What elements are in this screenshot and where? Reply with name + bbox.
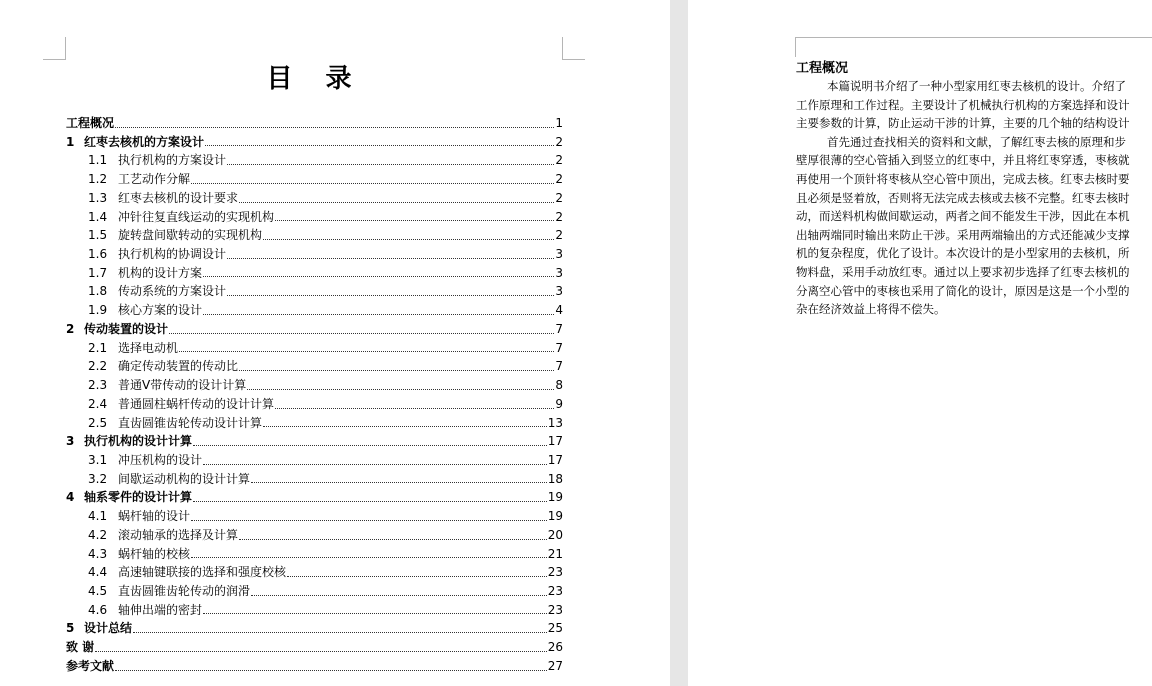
- toc-entry-text: 执行机构的协调设计: [118, 247, 227, 262]
- toc-entry-page: 9: [555, 396, 563, 411]
- toc-entry-number: 1.5: [88, 228, 108, 243]
- toc-entry-page: 2: [555, 153, 563, 168]
- toc-entry[interactable]: [66, 414, 563, 433]
- toc-entry-text: 普通V带传动的设计计算: [118, 378, 247, 393]
- toc-entry-number: 1.3: [88, 190, 108, 205]
- page-corner-mark-top-left: [795, 37, 796, 57]
- toc-entry-page: 26: [547, 640, 563, 655]
- toc-entry-text: 红枣去核机的方案设计: [84, 134, 205, 149]
- toc-entry-number: 4.3: [88, 546, 108, 561]
- toc-dot-leader: [263, 426, 547, 427]
- toc-entry-text: 冲针往复直线运动的实现机构: [118, 209, 275, 224]
- toc-entry-number: 4.5: [88, 583, 108, 598]
- toc-dot-leader: [239, 202, 554, 203]
- toc-entry-text: 直齿圆锥齿轮传动的润滑: [118, 583, 251, 598]
- toc-entry[interactable]: [66, 395, 563, 414]
- toc-dot-leader: [275, 408, 554, 409]
- toc-entry-text: 工程概况: [66, 116, 115, 130]
- toc-entry[interactable]: [66, 301, 563, 320]
- toc-entry-text: 滚动轴承的选择及计算: [118, 527, 239, 542]
- toc-dot-leader: [179, 351, 554, 352]
- toc-dot-leader: [169, 333, 554, 334]
- toc-entry-text: 旋转盘间歇转动的实现机构: [118, 228, 263, 243]
- toc-entry-page: 7: [555, 359, 563, 374]
- toc-entry-page: 1: [555, 116, 563, 130]
- toc-entry-text: 传动系统的方案设计: [118, 284, 227, 299]
- toc-entry[interactable]: [66, 282, 563, 301]
- toc-entry-page: 21: [547, 546, 563, 561]
- toc-dot-leader: [115, 670, 547, 671]
- toc-entry-text: 致 谢: [66, 640, 95, 655]
- toc-entry-text: 执行机构的方案设计: [118, 153, 227, 168]
- overview-text-line: 壁厚很薄的空心管插入到竖立的红枣中，并且将红枣穿透，枣核就: [796, 153, 1130, 168]
- toc-entry-page: 3: [555, 284, 563, 299]
- overview-text-line: 再使用一个顶针将枣核从空心管中顶出，完成去核。红枣去核时要: [796, 171, 1130, 186]
- toc-dot-leader: [203, 314, 554, 315]
- toc-dot-leader: [251, 482, 547, 483]
- overview-text-line: 分离空心管中的枣核也采用了简化的设计，原因是这是一个小型的: [796, 283, 1130, 298]
- toc-entry-number: 2.4: [88, 396, 108, 411]
- toc-title: 目 录: [266, 64, 364, 94]
- toc-entry-page: 3: [555, 247, 563, 262]
- toc-entry-text: 设计总结: [84, 621, 133, 636]
- toc-entry[interactable]: [66, 189, 563, 208]
- toc-entry-page: 23: [547, 583, 563, 598]
- toc-entry-page: 7: [555, 340, 563, 355]
- toc-entry-text: 核心方案的设计: [118, 303, 203, 318]
- toc-dot-leader: [251, 595, 547, 596]
- toc-entry[interactable]: [66, 451, 563, 470]
- toc-entry-page: 23: [547, 565, 563, 580]
- toc-entry-text: 间歇运动机构的设计计算: [118, 471, 251, 486]
- page-corner-mark-top: [796, 37, 1152, 38]
- toc-entry-number: 1.2: [88, 172, 108, 187]
- toc-entry[interactable]: [66, 507, 563, 526]
- toc-entry-text: 选择电动机: [118, 340, 179, 355]
- toc-entry[interactable]: [66, 226, 563, 245]
- toc-entry-page: 2: [555, 134, 563, 149]
- toc-entry[interactable]: [66, 357, 563, 376]
- toc-entry-number: 2.5: [88, 415, 108, 430]
- toc-entry-text: 普通圆柱蜗杆传动的设计计算: [118, 396, 275, 411]
- toc-entry-page: 23: [547, 602, 563, 617]
- toc-dot-leader: [227, 258, 554, 259]
- toc-entry[interactable]: [66, 245, 563, 264]
- toc-entry-page: 3: [555, 265, 563, 280]
- toc-entry-page: 27: [547, 658, 563, 673]
- toc-entry-number: 1.1: [88, 153, 108, 168]
- toc-entry-page: 2: [555, 209, 563, 224]
- toc-entry-page: 7: [555, 321, 563, 336]
- overview-text-line: 物料盘，采用手动放红枣。通过以上要求初步选择了红枣去核机的: [796, 264, 1130, 279]
- toc-entry[interactable]: [66, 208, 563, 227]
- toc-entry-text: 工艺动作分解: [118, 172, 191, 187]
- toc-entry-number: 2: [66, 321, 75, 336]
- toc-entry-number: 3.1: [88, 452, 108, 467]
- toc-entry-page: 19: [547, 490, 563, 505]
- toc-entry-page: 17: [547, 434, 563, 449]
- toc-entry[interactable]: [66, 638, 563, 657]
- toc-entry-number: 4: [66, 490, 75, 505]
- toc-entry-number: 3.2: [88, 471, 108, 486]
- toc-entry-page: 19: [547, 509, 563, 524]
- toc-entry-page: 2: [555, 172, 563, 187]
- toc-dot-leader: [115, 127, 554, 128]
- toc-entry-page: 4: [555, 303, 563, 318]
- toc-entry-text: 高速轴键联接的选择和强度校核: [118, 565, 287, 580]
- toc-entry[interactable]: [66, 563, 563, 582]
- toc-list: [66, 114, 563, 676]
- toc-entry-text: 冲压机构的设计: [118, 452, 203, 467]
- toc-entry[interactable]: [66, 545, 563, 564]
- toc-entry[interactable]: [66, 114, 563, 133]
- toc-dot-leader: [203, 613, 547, 614]
- toc-entry-text: 传动装置的设计: [84, 321, 169, 336]
- overview-text-line: 杂在经济效益上将得不偿失。: [796, 302, 946, 317]
- overview-body: [796, 77, 1152, 319]
- toc-entry-number: 1.4: [88, 209, 108, 224]
- toc-entry-page: 20: [547, 527, 563, 542]
- toc-entry-text: 轴系零件的设计计算: [84, 490, 193, 505]
- toc-entry[interactable]: [66, 376, 563, 395]
- toc-entry-number: 4.1: [88, 509, 108, 524]
- overview-text-line: 出轴两端同时输出来防止干涉。采用两端输出的方式还能减少支撑: [796, 227, 1130, 242]
- overview-text-line: 工作原理和工作过程。主要设计了机械执行机构的方案选择和设计: [796, 97, 1130, 112]
- toc-entry[interactable]: [66, 170, 563, 189]
- toc-dot-leader: [239, 539, 547, 540]
- toc-entry-page: 25: [547, 621, 563, 636]
- toc-entry-number: 3: [66, 434, 75, 449]
- toc-entry-page: 13: [547, 415, 563, 430]
- toc-entry[interactable]: [66, 619, 563, 638]
- toc-entry-number: 5: [66, 621, 75, 636]
- toc-entry[interactable]: [66, 488, 563, 507]
- toc-dot-leader: [193, 445, 547, 446]
- toc-dot-leader: [95, 651, 547, 652]
- toc-entry[interactable]: [66, 339, 563, 358]
- toc-dot-leader: [203, 276, 554, 277]
- toc-entry-page: 2: [555, 228, 563, 243]
- toc-entry-number: 2.1: [88, 340, 108, 355]
- toc-entry-number: 1: [66, 134, 75, 149]
- toc-dot-leader: [275, 220, 554, 221]
- overview-text-line: 本篇说明书介绍了一种小型家用红枣去核机的设计。介绍了: [827, 79, 1126, 93]
- toc-entry-page: 17: [547, 452, 563, 467]
- toc-dot-leader: [227, 295, 554, 296]
- toc-dot-leader: [247, 389, 554, 390]
- toc-entry-number: 4.6: [88, 602, 108, 617]
- toc-dot-leader: [263, 239, 554, 240]
- toc-entry[interactable]: [66, 133, 563, 152]
- toc-dot-leader: [191, 557, 547, 558]
- page-corner-mark-top-right: [562, 37, 585, 60]
- toc-entry-number: 4.4: [88, 565, 108, 580]
- toc-dot-leader: [193, 501, 547, 502]
- toc-entry-text: 执行机构的设计计算: [84, 434, 193, 449]
- overview-text-line: 机的复杂程度，优化了设计。本次设计的是小型家用的去核机，所: [796, 246, 1130, 261]
- overview-text-line: 主要参数的计算，防止运动干涉的计算，主要的几个轴的结构设计: [796, 116, 1130, 131]
- toc-dot-leader: [191, 183, 554, 184]
- toc-entry-text: 蜗杆轴的设计: [118, 509, 191, 524]
- toc-entry-number: 2.2: [88, 359, 108, 374]
- toc-dot-leader: [191, 520, 547, 521]
- overview-text-line: 且必须是竖着放，否则将无法完成去核或去核不完整。红枣去核时: [796, 190, 1130, 205]
- toc-dot-leader: [287, 576, 547, 577]
- toc-entry[interactable]: [66, 264, 563, 283]
- toc-entry[interactable]: [66, 151, 563, 170]
- toc-entry[interactable]: [66, 432, 563, 451]
- toc-dot-leader: [133, 632, 547, 633]
- toc-entry[interactable]: [66, 320, 563, 339]
- toc-entry-text: 参考文献: [66, 658, 115, 673]
- toc-entry-number: 4.2: [88, 527, 108, 542]
- toc-entry[interactable]: [66, 526, 563, 545]
- overview-heading: 工程概况: [796, 61, 849, 76]
- overview-text-line: 首先通过查找相关的资料和文献，了解红枣去核的原理和步: [827, 134, 1126, 149]
- page-corner-mark-top-left: [43, 37, 66, 60]
- toc-entry-page: 8: [555, 378, 563, 393]
- toc-entry-number: 1.9: [88, 303, 108, 318]
- toc-entry-number: 2.3: [88, 378, 108, 393]
- toc-entry-text: 机构的设计方案: [118, 265, 203, 280]
- overview-text-line: 动，而送料机构做间歇运动，两者之间不能发生干涉，因此在本机: [796, 209, 1130, 224]
- toc-entry-number: 1.7: [88, 265, 108, 280]
- toc-entry-number: 1.6: [88, 247, 108, 262]
- toc-dot-leader: [239, 370, 554, 371]
- toc-entry-text: 蜗杆轴的校核: [118, 546, 191, 561]
- toc-entry-number: 1.8: [88, 284, 108, 299]
- toc-entry-text: 确定传动装置的传动比: [118, 359, 239, 374]
- toc-entry[interactable]: [66, 657, 563, 676]
- toc-entry[interactable]: [66, 601, 563, 620]
- toc-entry[interactable]: [66, 470, 563, 489]
- toc-entry-text: 红枣去核机的设计要求: [118, 190, 239, 205]
- toc-dot-leader: [205, 145, 554, 146]
- overview-page: [688, 0, 1152, 686]
- toc-entry-text: 直齿圆锥齿轮传动设计计算: [118, 415, 263, 430]
- toc-entry-page: 18: [547, 471, 563, 486]
- toc-entry-text: 轴伸出端的密封: [118, 602, 203, 617]
- toc-dot-leader: [203, 464, 547, 465]
- toc-entry[interactable]: [66, 582, 563, 601]
- toc-entry-page: 2: [555, 190, 563, 205]
- toc-dot-leader: [227, 164, 554, 165]
